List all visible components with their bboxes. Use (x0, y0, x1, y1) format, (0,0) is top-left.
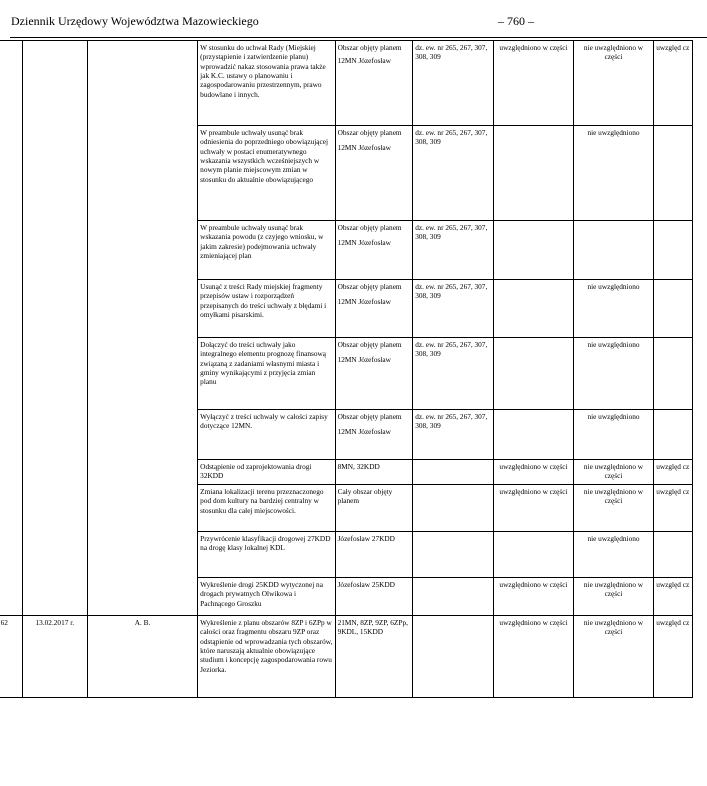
area-cell: 8MN, 32KDD (335, 460, 413, 485)
parcels-cell: dz. ew. nr 265, 267, 307, 308, 309 (413, 280, 493, 338)
area-cell: Obszar objęty planem 12MN Józefosław (335, 338, 413, 410)
notes-cell: uwzględ cz (653, 485, 692, 532)
council-resolution-cell: nie uwzględniono w części (574, 485, 653, 532)
date-cell (22, 41, 87, 616)
table-row (0, 41, 693, 126)
lp-cell: 62 (0, 616, 22, 698)
parcels-cell (413, 485, 493, 532)
notes-cell (653, 126, 692, 221)
resolution-cell (493, 280, 574, 338)
area-cell: Cały obszar objęty planem (335, 485, 413, 532)
resolution-cell (493, 338, 574, 410)
remark-cell: Dołączyć do treści uchwały jako integralnego elementu prognozę finansową związaną z zadaniami własnymi miasta i gminy wynikającymi z przyjęcia zmian planu (198, 338, 335, 410)
remark-cell: W preambule uchwały usunąć brak wskazania powodu (z czyjego wniosku, w jakim zakresie) podejmowania uchwały zmieniającej plan (198, 221, 335, 280)
remark-cell: Wykreślenie drogi 25KDD wytyczonej na drogach prywatnych Olwikowa i Pachnącego Groszku (198, 578, 335, 616)
council-resolution-cell: nie uwzględniono (574, 338, 653, 410)
council-resolution-cell: nie uwzględniono (574, 126, 653, 221)
area-cell: Józefosław 25KDD (335, 578, 413, 616)
resolution-cell (493, 532, 574, 578)
remark-cell: Odstąpienie od zaprojektowania drogi 32KDD (198, 460, 335, 485)
remark-cell: Usunąć z treści Rady miejskiej fragmenty przepisów ustaw i rozporządzeń przepisanych do treści uchwały z błędami i omyłkami pisarskimi. (198, 280, 335, 338)
council-resolution-cell: nie uwzględniono w części (574, 578, 653, 616)
page-number: – 760 – (498, 14, 534, 28)
parcels-cell (413, 460, 493, 485)
resolution-cell: uwzględniono w części (493, 616, 574, 698)
area-cell: Obszar objęty planem 12MN Józefosław (335, 221, 413, 280)
name-cell: A. B. (87, 616, 197, 698)
council-resolution-cell: nie uwzględniono (574, 410, 653, 460)
area-cell: 21MN, 8ZP, 9ZP, 6ZPp, 9KDL, 15KDD (335, 616, 413, 698)
notes-cell: uwzględ cz (653, 41, 692, 126)
parcels-cell: dz. ew. nr 265, 267, 307, 308, 309 (413, 338, 493, 410)
parcels-cell (413, 616, 493, 698)
council-resolution-cell (574, 221, 653, 280)
notes-cell (653, 410, 692, 460)
notes-cell (653, 221, 692, 280)
area-cell: Obszar objęty planem 12MN Józefosław (335, 126, 413, 221)
area-cell: Józefosław 27KDD (335, 532, 413, 578)
parcels-cell: dz. ew. nr 265, 267, 307, 308, 309 (413, 410, 493, 460)
remark-cell: W preambule uchwały usunąć brak odniesienia do poprzedniego obowiązującej uchwały w postaci enumeratywnego wskazania wszystkich wcześniejszych w nowym planie miejscowym zmian w stosunku do aktualnie obowiązującego (198, 126, 335, 221)
remark-cell: Wyłączyć z treści uchwały w całości zapisy dotyczące 12MN. (198, 410, 335, 460)
comments-table (0, 40, 693, 698)
notes-cell: uwzględ cz (653, 616, 692, 698)
remark-cell: Przywrócenie klasyfikacji drogowej 27KDD na drogę klasy lokalnej KDL (198, 532, 335, 578)
council-resolution-cell: nie uwzględniono (574, 280, 653, 338)
resolution-cell: uwzględniono w części (493, 578, 574, 616)
parcels-cell (413, 578, 493, 616)
council-resolution-cell: nie uwzględniono w części (574, 41, 653, 126)
notes-cell (653, 532, 692, 578)
header-divider (10, 37, 707, 38)
council-resolution-cell: nie uwzględniono w części (574, 460, 653, 485)
resolution-cell: uwzględniono w części (493, 485, 574, 532)
resolution-cell: uwzględniono w części (493, 460, 574, 485)
resolution-cell: uwzględniono w części (493, 41, 574, 126)
notes-cell (653, 280, 692, 338)
remark-cell: Zmiana lokalizacji terenu przeznaczonego pod dom kultury na bardziej centralny w stosunku dla całej miejscowości. (198, 485, 335, 532)
parcels-cell: dz. ew. nr 265, 267, 307, 308, 309 (413, 221, 493, 280)
notes-cell: uwzględ cz (653, 578, 692, 616)
lp-cell (0, 41, 22, 616)
remark-cell: Wykreślenie z planu obszarów 8ZP i 6ZPp w całości oraz fragmentu obszaru 9ZP oraz odstąpienie od wprowadzania tych obszarów, które naruszają aktualnie obowiązujące studium i koncepcję zagospodarowania rowu Jeziorka. (198, 616, 335, 698)
resolution-cell (493, 221, 574, 280)
area-cell: Obszar objęty planem 12MN Józefosław (335, 410, 413, 460)
name-cell (87, 41, 197, 616)
council-resolution-cell: nie uwzględniono (574, 532, 653, 578)
area-cell: Obszar objęty planem 12MN Józefosław (335, 41, 413, 126)
notes-cell (653, 338, 692, 410)
notes-cell: uwzględ cz (653, 460, 692, 485)
parcels-cell: dz. ew. nr 265, 267, 307, 308, 309 (413, 41, 493, 126)
parcels-cell (413, 532, 493, 578)
parcels-cell: dz. ew. nr 265, 267, 307, 308, 309 (413, 126, 493, 221)
table-row (0, 616, 693, 698)
council-resolution-cell: nie uwzględniono w części (574, 616, 653, 698)
resolution-cell (493, 126, 574, 221)
resolution-cell (493, 410, 574, 460)
remark-cell: W stosunku do uchwał Rady (Miejskiej (przystąpienie i zatwierdzenie planu) wprowadzić nakaz stosowania prawa także jak K.C. ustawy o planowaniu i zagospodarowaniu przestrzennym, prawo budowlane i innych. (198, 41, 335, 126)
area-cell: Obszar objęty planem 12MN Józefosław (335, 280, 413, 338)
journal-title: Dziennik Urzędowy Województwa Mazowieckiego (11, 14, 259, 28)
date-cell: 13.02.2017 r. (22, 616, 87, 698)
